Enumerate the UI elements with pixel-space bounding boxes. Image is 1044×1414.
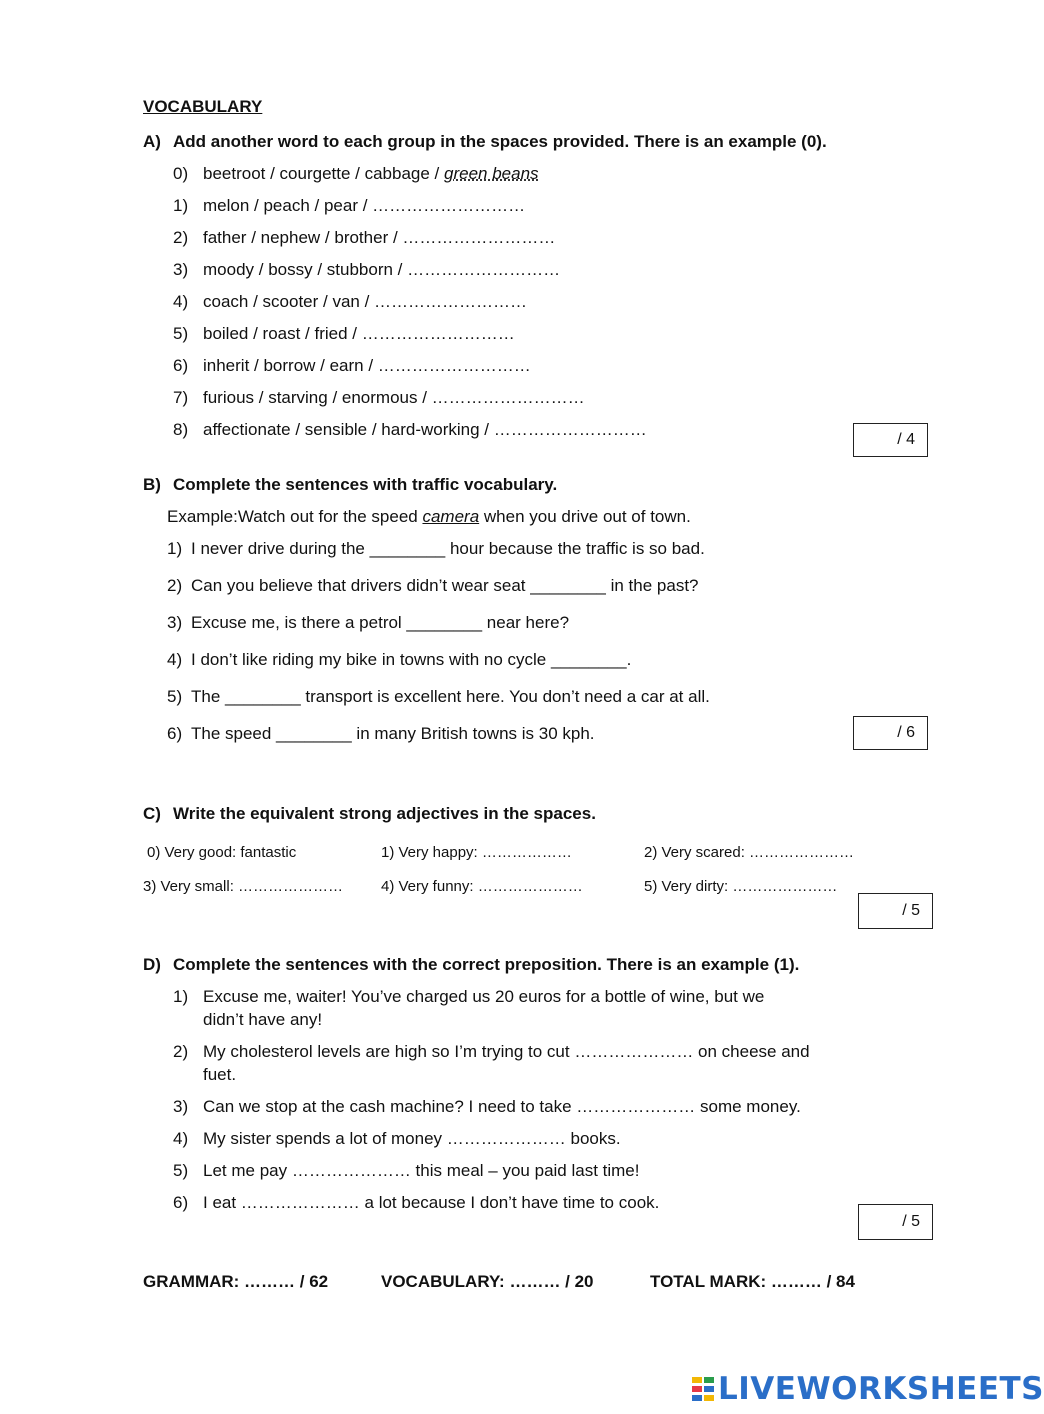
list-item [167, 724, 595, 744]
example-text-end: when you drive out of town. [479, 507, 691, 526]
score-box-b: / 6 [853, 716, 928, 750]
score-box-c: / 5 [858, 893, 933, 929]
list-item [173, 196, 525, 216]
section-c-instruction: Write the equivalent strong adjectives in the spaces. [173, 804, 596, 823]
item-number: 1) [173, 196, 189, 215]
answer-line[interactable]: moody / bossy / stubborn / ……………………… [203, 260, 561, 279]
list-item [173, 292, 527, 312]
sentence[interactable]: I never drive during the ________ hour because the traffic is so bad. [191, 539, 705, 558]
list-item [173, 1161, 640, 1181]
answer-line[interactable]: father / nephew / brother / ……………………… [203, 228, 556, 247]
section-b-letter: B) [143, 475, 161, 494]
item-number: 5) [173, 324, 189, 343]
section-d-letter: D) [143, 955, 161, 974]
total-mark: TOTAL MARK: ……… / 84 [650, 1272, 855, 1291]
item-number: 4) [173, 292, 189, 311]
sentence-continued: didn’t have any! [203, 1010, 323, 1029]
adjective-item[interactable]: 3) Very small: ………………… [143, 878, 344, 895]
list-item [173, 1042, 810, 1062]
list-item [173, 987, 764, 1007]
item-number: 2) [167, 576, 183, 595]
list-item [173, 260, 560, 280]
adjective-item[interactable]: 5) Very dirty: ………………… [644, 878, 838, 895]
list-item [173, 388, 585, 408]
item-number: 2) [173, 1042, 189, 1061]
sentence[interactable]: The ________ transport is excellent here. You don’t need a car at all. [191, 687, 710, 706]
section-a-example [173, 164, 539, 184]
item-number: 1) [167, 539, 183, 558]
section-d-instruction: Complete the sentences with the correct preposition. There is an example (1). [173, 955, 800, 974]
section-c-title [143, 804, 596, 824]
score-box-d: / 5 [858, 1204, 933, 1240]
item-number: 8) [173, 420, 189, 439]
section-b-instruction: Complete the sentences with traffic vocabulary. [173, 475, 558, 494]
section-a-letter: A) [143, 132, 161, 151]
list-item [173, 324, 515, 344]
list-item [173, 228, 555, 248]
list-item [167, 687, 710, 707]
page-title: VOCABULARY [143, 97, 263, 116]
item-number: 5) [173, 1161, 189, 1180]
answer-line[interactable]: affectionate / sensible / hard-working / ……………………… [203, 420, 647, 439]
adjective-item[interactable]: 2) Very scared: ………………… [644, 844, 855, 861]
grammar-total: GRAMMAR: ……… / 62 [143, 1272, 329, 1291]
example-answer: green beans [444, 164, 539, 183]
score-box-a: / 4 [853, 423, 928, 457]
liveworksheets-logo-icon [692, 1377, 716, 1403]
section-a-instruction: Add another word to each group in the spaces provided. There is an example (0). [173, 132, 827, 151]
sentence[interactable]: The speed ________ in many British towns is 30 kph. [191, 724, 595, 743]
list-item [173, 1193, 659, 1213]
example-number: 0) [173, 164, 189, 183]
list-item [173, 1129, 621, 1149]
sentence[interactable]: Excuse me, is there a petrol ________ near here? [191, 613, 570, 632]
sentence: Excuse me, waiter! You’ve charged us 20 euros for a bottle of wine, but we [203, 987, 765, 1006]
item-number: 7) [173, 388, 189, 407]
sentence[interactable]: Can you believe that drivers didn’t wear seat ________ in the past? [191, 576, 699, 595]
sentence[interactable]: My cholesterol levels are high so I’m trying to cut ………………… on cheese and [203, 1042, 810, 1061]
example-text: Watch out for the speed [237, 507, 423, 526]
example-text: beetroot / courgette / cabbage / [203, 164, 444, 183]
item-number: 3) [173, 1097, 189, 1116]
item-number: 6) [173, 1193, 189, 1212]
sentence[interactable]: Can we stop at the cash machine? I need to take ………………… some money. [203, 1097, 801, 1116]
answer-line[interactable]: inherit / borrow / earn / ……………………… [203, 356, 531, 375]
list-item [167, 613, 569, 633]
answer-line[interactable]: melon / peach / pear / ……………………… [203, 196, 526, 215]
item-number: 1) [173, 987, 189, 1006]
vocabulary-total: VOCABULARY: ……… / 20 [381, 1272, 594, 1291]
liveworksheets-logo: LIVEWORKSHEETS [718, 1371, 1044, 1407]
adjective-item[interactable]: 4) Very funny: ………………… [381, 878, 583, 895]
list-item [167, 539, 705, 559]
item-number: 3) [173, 260, 189, 279]
list-item [167, 650, 631, 670]
sentence[interactable]: I don’t like riding my bike in towns with no cycle ________. [191, 650, 632, 669]
list-item [173, 420, 647, 440]
example-answer: camera [422, 507, 480, 526]
adjective-item[interactable]: 1) Very happy: ……………… [381, 844, 572, 861]
list-item [173, 1097, 801, 1117]
section-b-example [167, 507, 691, 527]
answer-line[interactable]: coach / scooter / van / ……………………… [203, 292, 528, 311]
sentence-continued: fuet. [203, 1065, 237, 1084]
section-a-title [143, 132, 827, 152]
section-d-title [143, 955, 799, 975]
item-number: 5) [167, 687, 183, 706]
item-number: 3) [167, 613, 183, 632]
example-label: Example: [167, 507, 238, 526]
answer-line[interactable]: furious / starving / enormous / ……………………… [203, 388, 585, 407]
item-number: 4) [167, 650, 183, 669]
answer-line[interactable]: boiled / roast / fried / ……………………… [203, 324, 515, 343]
sentence[interactable]: I eat ………………… a lot because I don’t have time to cook. [203, 1193, 660, 1212]
sentence[interactable]: My sister spends a lot of money ………………… books. [203, 1129, 621, 1148]
list-item [173, 356, 531, 376]
item-number: 2) [173, 228, 189, 247]
section-c-letter: C) [143, 804, 161, 823]
adjective-item: 0) Very good: fantastic [147, 844, 297, 861]
sentence[interactable]: Let me pay ………………… this meal – you paid last time! [203, 1161, 640, 1180]
item-number: 6) [173, 356, 189, 375]
list-item [167, 576, 699, 596]
item-number: 4) [173, 1129, 189, 1148]
item-number: 6) [167, 724, 183, 743]
section-b-title [143, 475, 557, 495]
